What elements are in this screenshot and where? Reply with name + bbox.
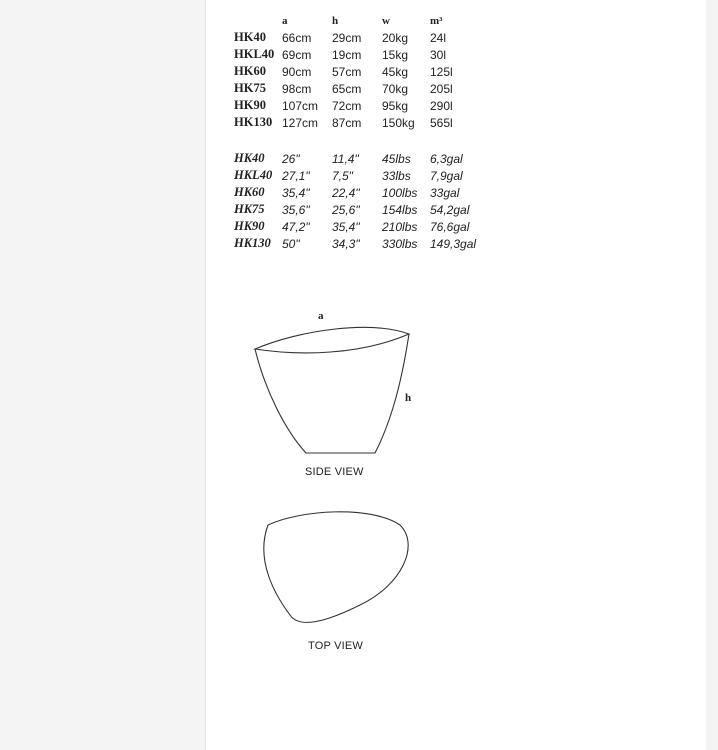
imperial-h-cell: 22,4" [332, 185, 360, 200]
imperial-h-cell: 7,5" [332, 168, 353, 183]
metric-w-cell: 20kg [382, 30, 409, 45]
metric-m3-cell: 565l [430, 115, 453, 130]
metric-a-cell: 90cm [282, 64, 312, 79]
dimension-h-label: h [405, 392, 412, 404]
metric-a-cell: 127cm [282, 115, 319, 130]
metric-w-cell: 70kg [382, 81, 409, 96]
side-view-rim [255, 327, 409, 352]
imperial-h-cell: 25,6" [332, 202, 360, 217]
metric-a-cell: 98cm [282, 81, 312, 96]
imperial-v-cell: 54,2gal [430, 202, 470, 217]
metric-model-cell: HK90 [234, 98, 266, 112]
metric-m3-cell: 30l [430, 47, 447, 62]
metric-h-cell: 87cm [332, 115, 362, 130]
metric-h-cell: 29cm [332, 30, 362, 45]
imperial-a-cell: 35,4" [282, 185, 310, 200]
imperial-h-cell: 35,4" [332, 219, 360, 234]
metric-m3-cell: 125l [430, 64, 453, 79]
metric-h-cell: 19cm [332, 47, 362, 62]
imperial-v-cell: 33gal [430, 185, 460, 200]
metric-w-cell: 150kg [382, 115, 415, 130]
metric-w-cell: 95kg [382, 98, 409, 113]
imperial-w-cell: 154lbs [382, 202, 418, 217]
metric-m3-cell: 290l [430, 98, 453, 113]
metric-m3-cell: 24l [430, 30, 447, 45]
imperial-model-cell: HK60 [234, 185, 265, 199]
imperial-v-cell: 149,3gal [430, 236, 477, 251]
imperial-v-cell: 6,3gal [430, 151, 463, 166]
header-a: a [282, 14, 288, 27]
metric-model-cell: HK40 [234, 30, 266, 44]
imperial-v-cell: 7,9gal [430, 168, 463, 183]
metric-w-cell: 45kg [382, 64, 409, 79]
imperial-a-cell: 35,6" [282, 202, 310, 217]
metric-a-cell: 107cm [282, 98, 319, 113]
imperial-v-cell: 76,6gal [430, 219, 470, 234]
metric-w-cell: 15kg [382, 47, 409, 62]
metric-m3-cell: 205l [430, 81, 453, 96]
side-view-caption: SIDE VIEW [305, 466, 364, 478]
dimension-a-label: a [318, 310, 324, 322]
imperial-a-cell: 50" [282, 236, 300, 251]
imperial-h-cell: 34,3" [332, 236, 360, 251]
imperial-model-cell: HK40 [234, 151, 265, 165]
imperial-w-cell: 100lbs [382, 185, 418, 200]
imperial-model-cell: HK75 [234, 202, 265, 216]
imperial-a-cell: 47,2" [282, 219, 310, 234]
imperial-a-cell: 27,1" [282, 168, 310, 183]
top-view-caption: TOP VIEW [308, 640, 363, 652]
header-w: w [382, 14, 390, 27]
imperial-w-cell: 210lbs [382, 219, 418, 234]
imperial-model-cell: HKL40 [234, 168, 273, 182]
metric-h-cell: 72cm [332, 98, 362, 113]
imperial-w-cell: 45lbs [382, 151, 411, 166]
imperial-model-cell: HK130 [234, 236, 271, 250]
metric-model-cell: HKL40 [234, 47, 275, 61]
metric-h-cell: 65cm [332, 81, 362, 96]
imperial-w-cell: 33lbs [382, 168, 411, 183]
metric-h-cell: 57cm [332, 64, 362, 79]
header-h: h [332, 14, 339, 27]
metric-a-cell: 66cm [282, 30, 312, 45]
imperial-model-cell: HK90 [234, 219, 265, 233]
header-volume: m³ [430, 14, 443, 27]
metric-model-cell: HK75 [234, 81, 266, 95]
metric-a-cell: 69cm [282, 47, 312, 62]
metric-model-cell: HK130 [234, 115, 273, 129]
imperial-w-cell: 330lbs [382, 236, 418, 251]
top-view-outline [264, 512, 408, 623]
imperial-h-cell: 11,4" [332, 151, 359, 166]
metric-model-cell: HK60 [234, 64, 266, 78]
imperial-a-cell: 26" [282, 151, 300, 166]
